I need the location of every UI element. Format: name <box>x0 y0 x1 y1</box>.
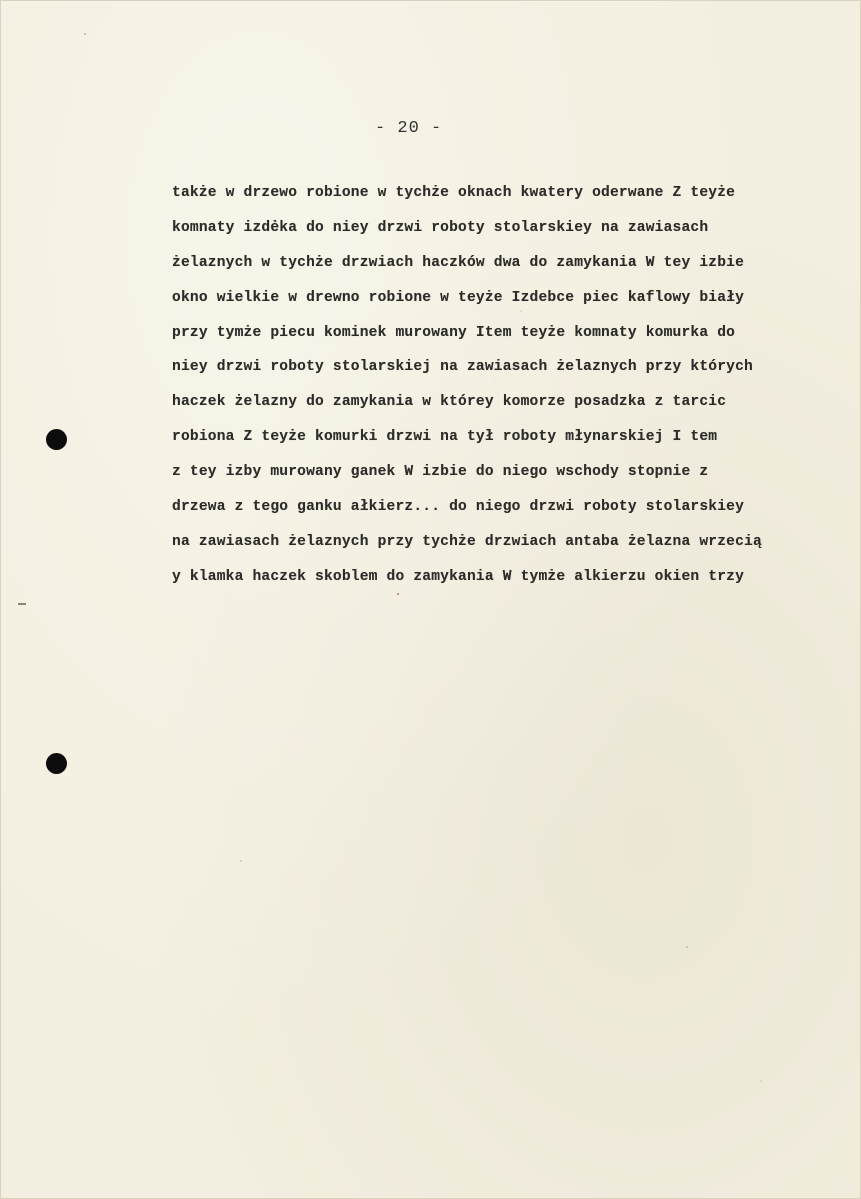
margin-mark <box>18 603 26 605</box>
text-line: żelaznych w tychże drzwiach haczków dwa do zamykania W tey izbie <box>172 254 745 271</box>
text-line: komnaty izdẻka do niey drzwi roboty stolarskiey na zawiasach <box>172 219 709 236</box>
text-line: niey drzwi roboty stolarskiej na zawiasach żelaznych przy których <box>172 359 753 376</box>
text-line: z tey izby murowany ganek W izbie do niego wschody stopnie z <box>172 464 709 481</box>
text-line: przy tymże piecu kominek murowany Item teyże komnaty komurka do <box>172 324 736 341</box>
punch-hole-bottom <box>46 753 67 774</box>
punch-hole-top <box>46 429 67 450</box>
text-line: okno wielkie w drewno robione w teyże Izdebce piec kaflowy biały <box>172 289 745 306</box>
page-number: - 20 - <box>375 119 443 138</box>
text-line: haczek żelazny do zamykania w którey komorze posadzka z tarcic <box>172 394 727 411</box>
text-line: robiona Z teyże komurki drzwi na tył roboty młynarskiej I tem <box>172 429 718 446</box>
body-text <box>172 182 852 601</box>
text-line: także w drzewo robione w tychże oknach kwatery oderwane Z teyże <box>172 185 736 201</box>
text-line: y klamka haczek skoblem do zamykania W tymże alkierzu okien trzy <box>172 568 745 585</box>
text-line: drzewa z tego ganku ałkierz... do niego drzwi roboty stolarskiey <box>172 499 745 516</box>
text-line: na zawiasach żelaznych przy tychże drzwiach antaba żelazna wrzecią <box>172 533 762 550</box>
